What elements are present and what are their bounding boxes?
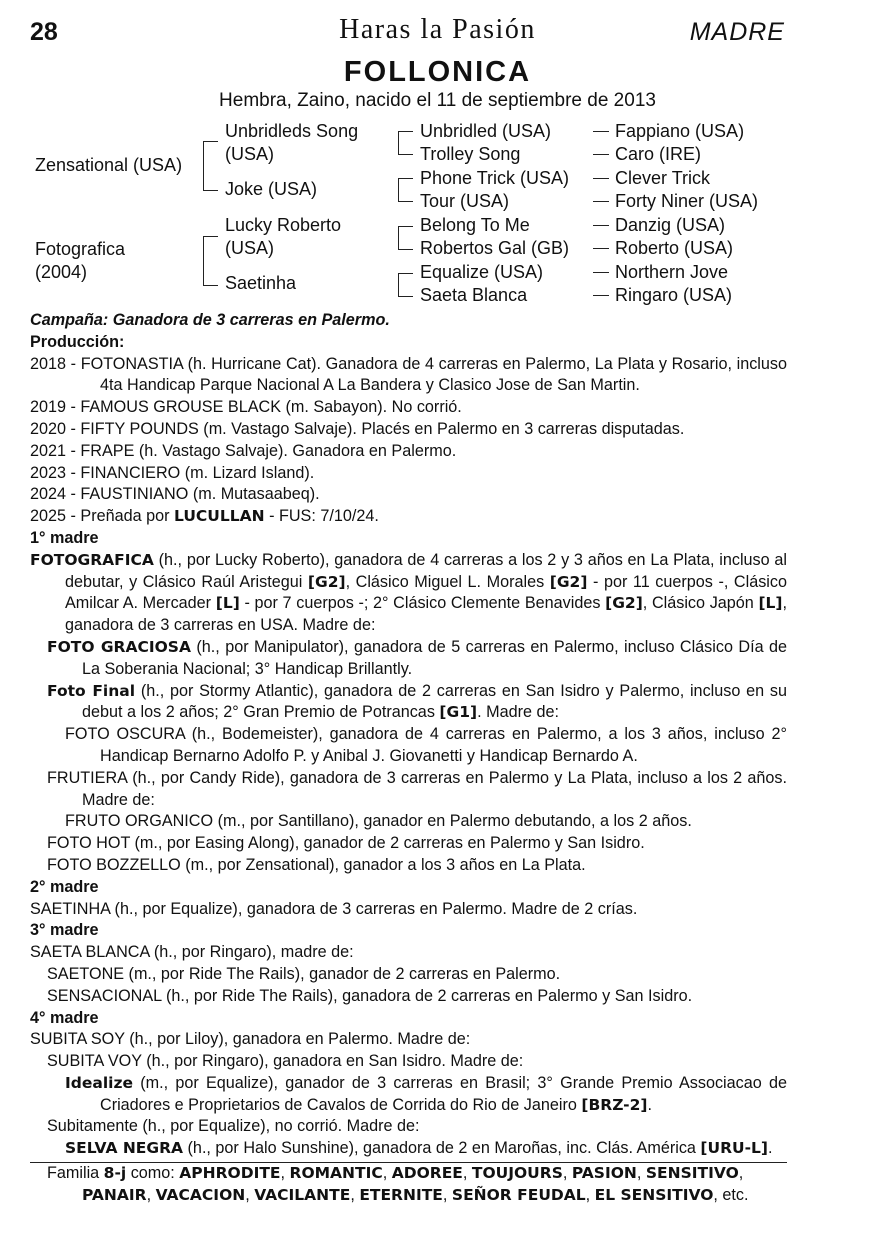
pedigree-g2-name: Lucky Roberto — [225, 215, 342, 235]
family-code: 8-j — [103, 1164, 127, 1183]
pedigree-g2-origin: (USA) — [225, 144, 274, 164]
pedigree-sire: Zensational (USA) — [35, 155, 183, 175]
pedigree-g3: Tour (USA) — [420, 191, 510, 211]
horse-name: FOLLONICA — [343, 56, 532, 88]
offspring-entry: FOTO OSCURA (h., Bodemeister), ganadora de 4 carreras en Palermo, a los 3 años, incluso 2° Handicap Bernarno Adolfo P. y Anibal J. Giovanetti y Handicap Bernardo A. — [65, 725, 787, 765]
family-horse: PASION — [571, 1164, 637, 1183]
offspring-entry: FRUTIERA (h., por Candy Ride), ganadora de 3 carreras en Palermo y La Plata, incluso a los 2 años. Madre de: — [47, 768, 787, 809]
pedigree-dam-name: Fotografica — [35, 239, 126, 259]
campaign: Campaña: Ganadora de 3 carreras en Palermo. — [30, 311, 390, 329]
grade-tag: [G2] — [307, 572, 346, 591]
offspring-entry: Subitamente (h., por Equalize), no corrió. Madre de: — [47, 1117, 420, 1136]
offspring-entry: FOTO BOZZELLO (m., por Zensational), ganador a los 3 años en La Plata. — [47, 855, 586, 874]
family-horse: TOUJOURS — [471, 1164, 563, 1183]
entry-text: - por 7 cuerpos -; 2° Clásico Clemente Benavides — [239, 594, 606, 613]
entry-text: . Madre de: — [477, 703, 559, 722]
pedigree-g3: Phone Trick (USA) — [420, 168, 570, 188]
connector — [593, 272, 609, 273]
horse-description: Hembra, Zaino, nacido el 11 de septiembre de 2013 — [219, 90, 656, 111]
madre1-heading: 1° madre — [30, 528, 99, 547]
pedigree-g4: Danzig (USA) — [615, 215, 726, 235]
offspring-entry: Idealize (m., por Equalize), ganador de 3 carreras en Brasil; 3° Grande Premio Associacao de Criadores e Proprietarios de Cavalos de Corrida do Rio de Janeiro [BRZ-2]. — [65, 1073, 787, 1114]
pedigree-g2-origin: (USA) — [225, 238, 274, 258]
connector — [593, 248, 609, 249]
offspring-name: FOTO GRACIOSA — [47, 637, 191, 656]
section-label: MADRE — [689, 18, 785, 46]
pedigree-g4: Roberto (USA) — [615, 238, 734, 258]
offspring-entry: SUBITA VOY (h., por Ringaro), ganadora en San Isidro. Madre de: — [47, 1052, 524, 1071]
pedigree-dam-year: (2004) — [35, 262, 88, 282]
production-item-text: 2025 - Preñada por — [30, 507, 174, 526]
offspring-entry: SENSACIONAL (h., por Ride The Rails), ganadora de 2 carreras en Palermo y San Isidro. — [47, 986, 693, 1005]
entry-text: , Clásico Miguel L. Morales — [345, 572, 550, 591]
family-horse: APHRODITE — [179, 1164, 281, 1183]
production-heading: Producción: — [30, 332, 125, 351]
offspring-name: Foto Final — [47, 681, 136, 700]
bracket — [398, 226, 413, 250]
pedigree-g4: Clever Trick — [615, 168, 711, 188]
entry-text: (h., por Manipulator), ganadora de 5 carreras en Palermo, incluso Clásico Día de La Soberania Nacional; 3° Handicap Brillantly. — [82, 637, 787, 678]
pedigree-g2-name: Unbridleds Song — [225, 121, 359, 141]
bracket — [398, 131, 413, 155]
offspring-name: Idealize — [65, 1073, 133, 1092]
offspring-entry: SELVA NEGRA (h., por Halo Sunshine), ganadora de 2 en Maroñas, inc. Clás. América [URU-L]. — [65, 1139, 773, 1158]
pedigree-g4: Northern Jove — [615, 262, 729, 282]
pedigree-g4: Fappiano (USA) — [615, 121, 745, 141]
family-horse: ADOREE — [391, 1164, 463, 1183]
offspring-entry — [30, 681, 787, 725]
madre1-entry — [30, 550, 787, 637]
connector — [593, 225, 609, 226]
bracket — [398, 273, 413, 297]
pedigree-g4: Forty Niner (USA) — [615, 191, 759, 211]
pedigree-dam — [35, 238, 125, 284]
madre2-entry: SAETINHA (h., por Equalize), ganadora de 3 carreras en Palermo. Madre de 2 crías. — [30, 899, 638, 918]
pedigree-g4: Ringaro (USA) — [615, 285, 733, 305]
offspring-entry: FOTO HOT (m., por Easing Along), ganador de 2 carreras en Palermo y San Isidro. — [47, 834, 645, 853]
offspring-name: SELVA NEGRA — [65, 1139, 184, 1158]
connector — [593, 201, 609, 202]
dam-name: FOTOGRAFICA — [30, 550, 154, 569]
connector — [593, 295, 609, 296]
offspring-entry — [30, 637, 787, 681]
family-horse: VACACION — [155, 1185, 246, 1204]
entry-text: (h., por Halo Sunshine), ganadora de 2 en Maroñas, inc. Clás. América — [183, 1139, 701, 1158]
madre4-heading: 4° madre — [30, 1008, 99, 1027]
madre2-heading: 2° madre — [30, 877, 99, 896]
stallion-name: LUCULLAN — [174, 507, 265, 526]
production-item: 2021 - FRAPE (h. Vastago Salvaje). Ganadora en Palermo. — [30, 441, 457, 460]
connector — [593, 131, 609, 132]
entry-text: (m., por Equalize), ganador de 3 carreras en Brasil; 3° Grande Premio Associacao de Criadores e Proprietarios de Cavalos de Corrida do Rio de Janeiro — [100, 1073, 787, 1114]
family-horse: ETERNITE — [359, 1185, 443, 1204]
production-item: 2020 - FIFTY POUNDS (m. Vastago Salvaje). Placés en Palermo en 3 carreras disputadas. — [30, 419, 685, 438]
bracket — [203, 236, 218, 286]
family-line: Familia 8-j como: APHRODITE, ROMANTIC, ADOREE, TOUJOURS, PASION, SENSITIVO, PANAIR, VACACION, VACILANTE, ETERNITE, SEÑOR FEUDAL, EL SENSITIVO, etc. — [47, 1164, 749, 1204]
entry-text: (h., por Lucky Roberto), ganadora de 4 carreras a los 2 y 3 años en La Plata, incluso al debutar, y Clásico Raúl Aristegui — [65, 550, 787, 591]
entry-text: , ganadora de 3 carreras en USA. Madre de: — [65, 594, 788, 635]
family-horse: EL SENSITIVO — [594, 1185, 714, 1204]
pedigree-g3: Robertos Gal (GB) — [420, 238, 570, 258]
offspring-entry: SAETONE (m., por Ride The Rails), ganador de 2 carreras en Palermo. — [47, 964, 561, 983]
production-item: 2019 - FAMOUS GROUSE BLACK (m. Sabayon). No corrió. — [30, 398, 462, 417]
grade-tag: [G2] — [549, 572, 588, 591]
stud-name: Haras la Pasión — [339, 14, 536, 45]
pedigree-g4: Caro (IRE) — [615, 144, 702, 164]
catalog-body — [30, 310, 787, 1207]
family-horse: SEÑOR FEUDAL — [451, 1185, 586, 1204]
madre3-entry: SAETA BLANCA (h., por Ringaro), madre de: — [30, 943, 354, 962]
family-label: como: — [126, 1164, 180, 1183]
pedigree-g3: Unbridled (USA) — [420, 121, 552, 141]
production-item: 2024 - FAUSTINIANO (m. Mutasaabeq). — [30, 485, 320, 504]
madre4-entry: SUBITA SOY (h., por Liloy), ganadora en Palermo. Madre de: — [30, 1030, 471, 1049]
grade-tag: [G1] — [439, 703, 478, 722]
family-horse: PANAIR — [82, 1185, 147, 1204]
grade-tag: [L] — [758, 594, 783, 613]
page-number: 28 — [30, 18, 58, 46]
entry-text: (h., por Stormy Atlantic), ganadora de 2 carreras en San Isidro y Palermo, incluso en su debut a los 2 años; 2° Gran Premio de Potrancas — [82, 681, 787, 722]
family-label: Familia — [47, 1164, 104, 1183]
bracket — [398, 178, 413, 202]
bracket — [203, 141, 218, 191]
offspring-entry: FRUTO ORGANICO (m., por Santillano), ganador en Palermo debutando, a los 2 años. — [65, 812, 692, 831]
pedigree-g3: Saeta Blanca — [420, 285, 528, 305]
pedigree-g2 — [225, 120, 358, 166]
pedigree-g2: Saetinha — [225, 273, 297, 293]
pedigree-g2: Joke (USA) — [225, 179, 318, 199]
pedigree-g3: Belong To Me — [420, 215, 530, 235]
production-item — [30, 506, 787, 528]
family-horse: VACILANTE — [254, 1185, 351, 1204]
family-horse: ROMANTIC — [289, 1164, 383, 1183]
production-item-text: - FUS: 7/10/24. — [264, 507, 379, 526]
family-horse: SENSITIVO — [645, 1164, 739, 1183]
connector — [593, 154, 609, 155]
grade-tag: [URU-L] — [700, 1139, 769, 1158]
madre3-heading: 3° madre — [30, 921, 99, 940]
production-item: 2023 - FINANCIERO (m. Lizard Island). — [30, 463, 315, 482]
pedigree-g3: Trolley Song — [420, 144, 521, 164]
entry-text: , Clásico Japón — [642, 594, 759, 613]
connector — [593, 178, 609, 179]
pedigree-g3: Equalize (USA) — [420, 262, 544, 282]
grade-tag: [G2] — [605, 594, 643, 613]
pedigree-g2 — [225, 214, 341, 260]
grade-tag: [BRZ-2] — [581, 1095, 648, 1114]
entry-text: - por 11 cuerpos -, Clásico Amilcar A. Mercader — [65, 572, 787, 613]
production-item: 2018 - FOTONASTIA (h. Hurricane Cat). Ganadora de 4 carreras en Palermo, La Plata y Rosario, incluso 4ta Handicap Parque Nacional A La Bandera y Clasico Jose de San Martin. — [30, 354, 787, 395]
grade-tag: [L] — [215, 594, 240, 613]
family-etc: etc. — [722, 1185, 749, 1204]
